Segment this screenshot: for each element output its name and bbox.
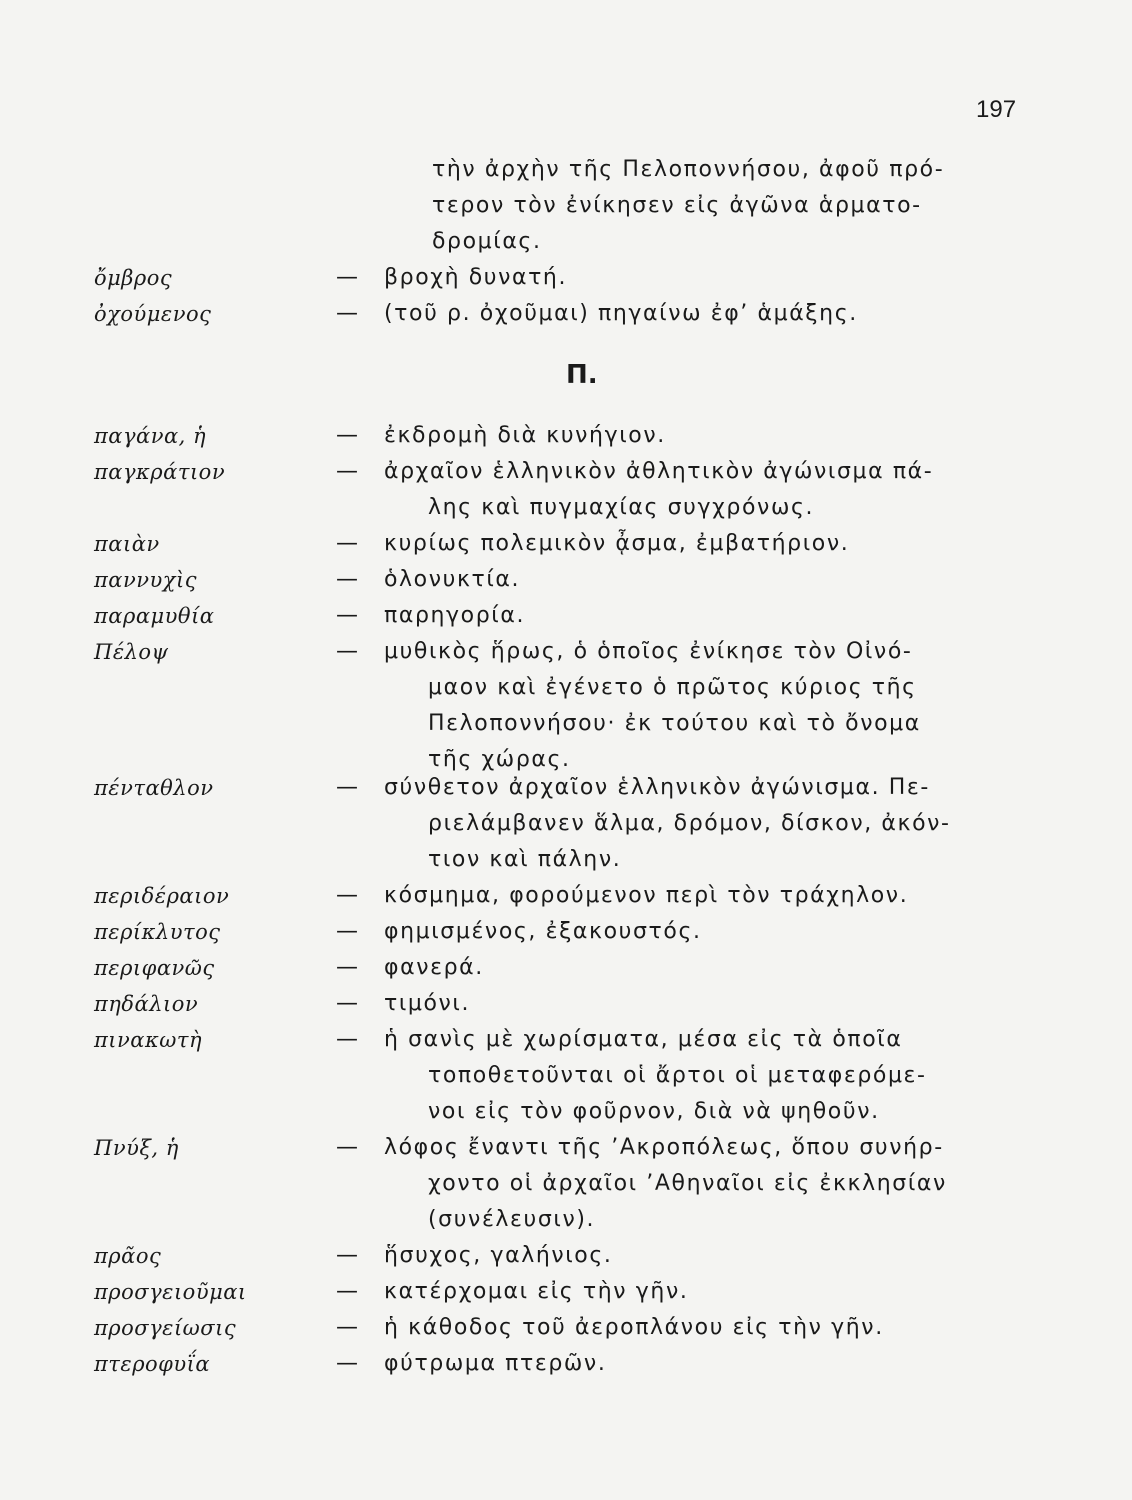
entry-definition: [384, 1022, 1039, 1130]
entry-term: Πνύξ, ἡ: [94, 1136, 179, 1160]
definition-line: ἡ κάθοδος τοῦ ἀεροπλάνου εἰς τὴν γῆν.: [384, 1315, 884, 1340]
entry-term: ὄμβρος: [94, 266, 173, 290]
entry-dash: —: [336, 603, 358, 628]
definition-line: ὁλονυκτία.: [384, 567, 521, 592]
entry-dash: —: [336, 775, 358, 800]
entry-dash: —: [336, 1027, 358, 1052]
continuation-line: τὴν ἀρχὴν τῆς Πελοποννήσου, ἀφοῦ πρό-: [432, 157, 945, 182]
entry-term: παγάνα, ἡ: [94, 424, 207, 448]
definition-line: φύτρωμα πτερῶν.: [384, 1351, 607, 1376]
definition-line: ἀρχαῖον ἑλληνικὸν ἀθλητικὸν ἀγώνισμα πά-: [384, 459, 934, 484]
definition-line: τιον καὶ πάλην.: [428, 847, 622, 872]
entry-definition: [384, 914, 1039, 950]
entry-definition: [384, 1346, 1039, 1382]
entry-term: παιὰν: [94, 532, 160, 556]
definition-line: ριελάμβανεν ἅλμα, δρόμον, δίσκον, ἀκόν-: [428, 811, 951, 836]
entry-term: πηδάλιον: [94, 992, 199, 1016]
definition-line: ἐκδρομὴ διὰ κυνήγιον.: [384, 423, 666, 448]
entry-definition: [384, 950, 1039, 986]
entry-definition: [384, 1310, 1039, 1346]
entry-term: πινακωτὴ: [94, 1028, 203, 1052]
entry-definition: [384, 770, 1039, 878]
entry-term: περιδέραιον: [94, 884, 230, 908]
definition-line: κόσμημα, φορούμενον περὶ τὸν τράχηλον.: [384, 883, 909, 908]
definition-line: ἡ σανὶς μὲ χωρίσματα, μέσα εἰς τὰ ὁποῖα: [384, 1027, 903, 1052]
entry-definition: [384, 1130, 1039, 1238]
entry-dash: —: [336, 459, 358, 484]
definition-line: μυθικὸς ἥρως, ὁ ὁποῖος ἐνίκησε τὸν Οἰνό-: [384, 639, 913, 664]
entry-dash: —: [336, 1135, 358, 1160]
entry-term: ὀχούμενος: [94, 302, 212, 326]
definition-line: λόφος ἔναντι τῆς ’Ακροπόλεως, ὅπου συνήρ-: [384, 1135, 944, 1160]
entry-dash: —: [336, 1279, 358, 1304]
entry-dash: —: [336, 265, 358, 290]
definition-line: (τοῦ ρ. ὀχοῦμαι) πηγαίνω ἐφ’ ἁμάξης.: [384, 301, 858, 326]
page-number: 197: [976, 96, 1017, 123]
entry-dash: —: [336, 639, 358, 664]
entry-definition: [384, 260, 1039, 296]
entry-definition: [384, 562, 1039, 598]
entry-dash: —: [336, 301, 358, 326]
definition-line: τῆς χώρας.: [428, 747, 571, 772]
definition-line: (συνέλευσιν).: [428, 1207, 596, 1232]
entry-term: παγκράτιον: [94, 460, 226, 484]
definition-line: κυρίως πολεμικὸν ᾆσμα, ἐμβατήριον.: [384, 531, 850, 556]
entry-dash: —: [336, 423, 358, 448]
entry-dash: —: [336, 1351, 358, 1376]
entry-term: προσγείωσις: [94, 1316, 237, 1340]
entry-dash: —: [336, 531, 358, 556]
continuation-line: δρομίας.: [432, 229, 542, 254]
entry-definition: [384, 598, 1039, 634]
entry-term: προσγειοῦμαι: [94, 1280, 247, 1304]
entry-term: πρᾶος: [94, 1244, 162, 1268]
definition-line: λης καὶ πυγμαχίας συγχρόνως.: [428, 495, 815, 520]
entry-term: παννυχὶς: [94, 568, 198, 592]
definition-line: κατέρχομαι εἰς τὴν γῆν.: [384, 1279, 689, 1304]
definition-line: βροχὴ δυνατή.: [384, 265, 568, 290]
entry-term: παραμυθία: [94, 604, 215, 628]
definition-line: ἥσυχος, γαλήνιος.: [384, 1243, 613, 1268]
definition-line: σύνθετον ἀρχαῖον ἑλληνικὸν ἀγώνισμα. Πε-: [384, 775, 930, 800]
entry-term: περίκλυτος: [94, 920, 221, 944]
entry-dash: —: [336, 919, 358, 944]
definition-line: παρηγορία.: [384, 603, 526, 628]
entry-dash: —: [336, 1315, 358, 1340]
entry-definition: [384, 454, 1039, 526]
entry-dash: —: [336, 991, 358, 1016]
continued-definition: [432, 152, 1032, 260]
entry-term: Πέλοψ: [94, 640, 169, 664]
entry-dash: —: [336, 567, 358, 592]
entry-definition: [384, 1238, 1039, 1274]
entry-dash: —: [336, 1243, 358, 1268]
definition-line: νοι εἰς τὸν φοῦρνον, διὰ νὰ ψηθοῦν.: [428, 1099, 880, 1124]
entry-term: πένταθλον: [94, 776, 214, 800]
definition-line: μαον καὶ ἐγένετο ὁ πρῶτος κύριος τῆς: [428, 675, 917, 700]
entry-definition: [384, 986, 1039, 1022]
entry-definition: [384, 1274, 1039, 1310]
definition-line: φημισμένος, ἐξακουστός.: [384, 919, 702, 944]
entry-dash: —: [336, 955, 358, 980]
entry-term: περιφανῶς: [94, 956, 215, 980]
definition-line: Πελοποννήσου· ἐκ τούτου καὶ τὸ ὄνομα: [428, 711, 921, 736]
definition-line: τιμόνι.: [384, 991, 471, 1016]
section-letter-heading: Π.: [566, 360, 598, 390]
entry-definition: [384, 418, 1039, 454]
definition-line: φανερά.: [384, 955, 484, 980]
entry-definition: [384, 296, 1039, 332]
definition-line: τοποθετοῦνται οἱ ἄρτοι οἱ μεταφερόμε-: [428, 1063, 927, 1088]
entry-term: πτεροφυΐα: [94, 1352, 211, 1376]
continuation-line: τερον τὸν ἐνίκησεν εἰς ἀγῶνα ἁρματο-: [432, 193, 922, 218]
entry-dash: —: [336, 883, 358, 908]
definition-line: χοντο οἱ ἀρχαῖοι ’Αθηναῖοι εἰς ἐκκλησίαν: [428, 1171, 947, 1196]
entry-definition: [384, 634, 1039, 778]
entry-definition: [384, 878, 1039, 914]
entry-definition: [384, 526, 1039, 562]
